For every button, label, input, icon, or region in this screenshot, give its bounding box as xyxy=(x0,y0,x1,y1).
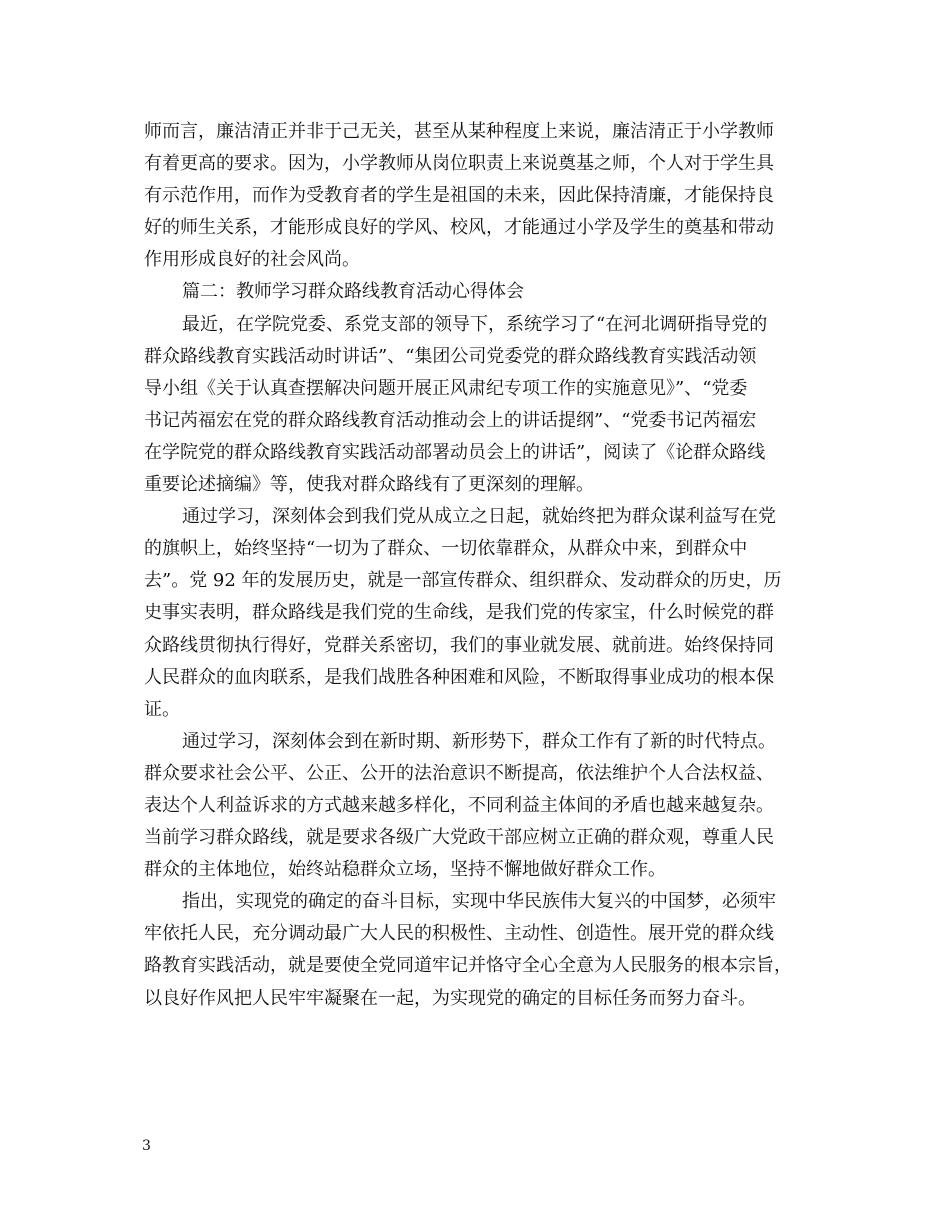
text-line: 群众的主体地位，始终站稳群众立场，坚持不懈地做好群众工作。 xyxy=(144,859,666,881)
text-line: 通过学习，深刻体会到我们党从成立之日起，就始终把为群众谋利益写在党 xyxy=(182,506,776,528)
text-line: 牢依托人民，充分调动最广大人民的积极性、主动性、创造性。展开党的群众线 xyxy=(144,923,774,945)
text-line: 作用形成良好的社会风尚。 xyxy=(144,249,360,271)
text-line: 群众路线教育实践活动时讲话”、“集团公司党委党的群众路线教育实践活动领 xyxy=(144,345,757,367)
text-line: 师而言，廉洁清正并非于己无关，甚至从某种程度上来说，廉洁清正于小学教师 xyxy=(144,121,774,142)
text-line: 以良好作风把人民牢牢凝聚在一起，为实现党的确定的目标任务而努力奋斗。 xyxy=(144,987,756,1009)
text-line: 的旗帜上，始终坚持“一切为了群众、一切依靠群众，从群众中来，到群众中 xyxy=(144,538,748,560)
text-line: 好的师生关系，才能形成良好的学风、校风，才能通过小学及学生的奠基和带动 xyxy=(144,217,774,239)
text-line: 在学院党的群众路线教育实践活动部署动员会上的讲话”，阅读了《论群众路线 xyxy=(144,441,766,463)
text-line: 证。 xyxy=(144,698,180,720)
text-line: 最近，在学院党委、系党支部的领导下，系统学习了“在河北调研指导党的 xyxy=(182,313,768,335)
text-line: 路教育实践活动，就是要使全党同道牢记并恪守全心全意为人民服务的根本宗旨， xyxy=(144,955,792,977)
text-line: 众路线贯彻执行得好，党群关系密切，我们的事业就发展、就前进。始终保持同 xyxy=(144,634,774,656)
text-line: 当前学习群众路线，就是要求各级广大党政干部应树立正确的群众观，尊重人民 xyxy=(144,827,774,849)
text-line: 群众要求社会公平、公正、公开的法治意识不断提高，依法维护个人合法权益、 xyxy=(144,762,774,784)
text-line: 史事实表明，群众路线是我们党的生命线，是我们党的传家宝，什么时候党的群 xyxy=(144,602,774,624)
section-heading: 篇二：教师学习群众路线教育活动心得体会 xyxy=(182,281,524,303)
text-line: 导小组《关于认真查摆解决问题开展正风肃纪专项工作的实施意见》”、“党委 xyxy=(144,377,748,399)
text-line: 重要论述摘编》等，使我对群众路线有了更深刻的理解。 xyxy=(144,474,594,496)
body-text xyxy=(144,116,808,1015)
text-line: 有着更高的要求。因为，小学教师从岗位职责上来说奠基之师，个人对于学生具 xyxy=(144,153,774,175)
text-line: 书记芮福宏在党的群众路线教育活动推动会上的讲话提纲”、“党委书记芮福宏 xyxy=(144,409,757,431)
text-line: 表达个人利益诉求的方式越来越多样化，不同利益主体间的矛盾也越来越复杂。 xyxy=(144,794,774,816)
text-line: 人民群众的血肉联系，是我们战胜各种困难和风险，不断取得事业成功的根本保 xyxy=(144,666,774,688)
text-line: 通过学习，深刻体会到在新时期、新形势下，群众工作有了新的时代特点。 xyxy=(182,730,776,752)
text-line: 指出，实现党的确定的奋斗目标，实现中华民族伟大复兴的中国梦，必须牢 xyxy=(182,891,776,913)
page-number: 3 xyxy=(142,1138,151,1154)
text-line: 去”。党 92 年的发展历史，就是一部宣传群众、组织群众、发动群众的历史，历 xyxy=(144,570,782,592)
text-line: 有示范作用，而作为受教育者的学生是祖国的未来，因此保持清廉，才能保持良 xyxy=(144,185,774,207)
